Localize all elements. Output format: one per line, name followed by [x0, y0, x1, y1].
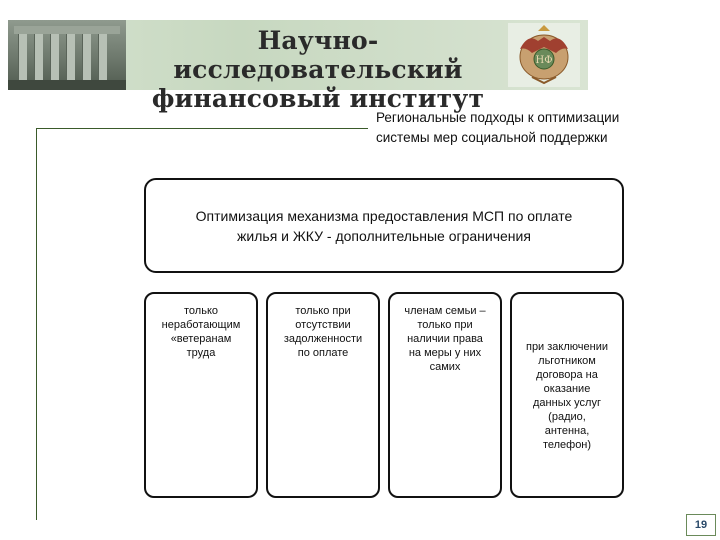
restriction-text-line: (радио, — [548, 411, 586, 423]
main-heading-line-2: жилья и ЖКУ - дополнительные ограничения — [237, 227, 531, 244]
restriction-text-line: самих — [429, 361, 461, 373]
restriction-text-line: телефон) — [542, 439, 592, 451]
frame-line-horizontal — [36, 128, 368, 129]
page-number: 19 — [686, 514, 716, 536]
frame-line-vertical — [36, 128, 37, 520]
restriction-text-line: неработающим — [161, 319, 241, 331]
restriction-box-family-members — [388, 292, 502, 498]
building-photo-icon — [8, 20, 126, 90]
double-headed-eagle-emblem-icon — [508, 23, 580, 87]
main-heading-line-1: Оптимизация механизма предоставления МСП по оплате — [195, 207, 573, 224]
svg-text:НФ: НФ — [535, 55, 553, 66]
restriction-box-no-debt — [266, 292, 380, 498]
restriction-text-line: задолженности — [283, 333, 363, 345]
main-heading-text — [196, 206, 573, 246]
restriction-text-line: только при — [295, 305, 351, 317]
institute-name-line-2: финансовый институт — [151, 84, 485, 113]
restriction-text-line: наличии права — [407, 333, 483, 345]
institute-name-line-1: Научно-исследовательский — [173, 26, 463, 84]
restriction-text-line: труда — [186, 347, 216, 359]
restriction-box-service-contract — [510, 292, 624, 498]
restriction-text-line: только при — [417, 319, 473, 331]
institute-name — [138, 26, 498, 113]
slide-title — [376, 108, 706, 148]
restriction-text-line: договора на — [536, 369, 598, 381]
main-heading-box — [144, 178, 624, 273]
restriction-text-line: оказание — [543, 383, 591, 395]
restriction-text-line: льготником — [538, 355, 596, 367]
restriction-text-line: «ветеранам — [170, 333, 232, 345]
header-banner — [8, 20, 588, 113]
restriction-text-line: антенна, — [544, 425, 590, 437]
restriction-text-line: на меры у них — [408, 347, 482, 359]
restriction-text-line: только — [184, 305, 218, 317]
slide-title-line-1: Региональные подходы к оптимизации — [376, 110, 620, 125]
restriction-text-line: при заключении — [525, 341, 608, 353]
restriction-text-line: данных услуг — [533, 397, 601, 409]
restriction-text-line: членам семьи – — [404, 305, 486, 317]
slide-title-line-2: системы мер социальной поддержки — [376, 130, 608, 145]
restriction-text-line: по оплате — [297, 347, 349, 359]
restriction-text-line: отсутствии — [295, 319, 351, 331]
restriction-box-non-working-veterans — [144, 292, 258, 498]
